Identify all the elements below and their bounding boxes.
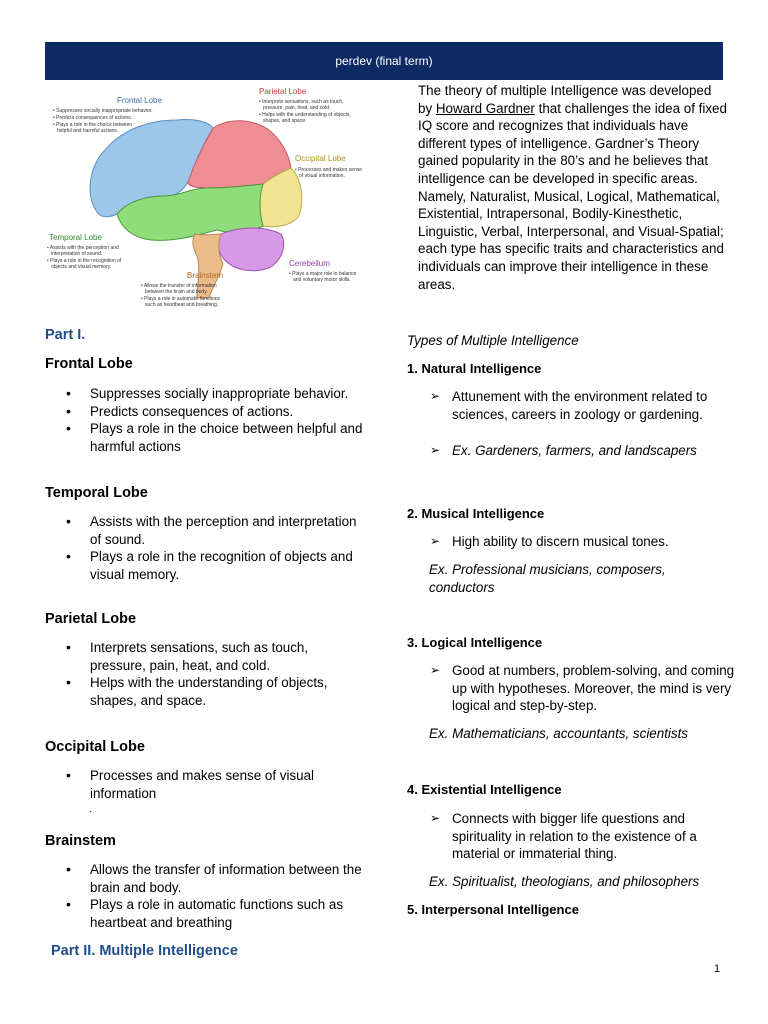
svg-text:• Helps with the understanding: • Helps with the understanding of objects, [259,112,351,118]
svg-text:• Plays a role in automatic fu: • Plays a role in automatic functions [141,296,221,302]
svg-text:between the brain and body.: between the brain and body. [145,289,208,295]
svg-text:objects and visual memory.: objects and visual memory. [51,264,112,270]
intro-text-rest: that challenges the idea of fixed IQ score and recognizes that individuals have different types of intelligence. Gardner’s Theory gained popularity in the 80’s and he believes that intelligence can be developed in specific areas. Namely, Naturalist, Musical, Logical, Mathematical, Existential, Intrapersonal, Bodily-Kinesthetic, Linguistic, Verbal, Interpersonal, and Visual-Spatial; each type has specific traits and characteristics and individuals can improve their intelligence in these areas. [418,100,727,292]
svg-text:• Plays a role in the choice b: • Plays a role in the choice between [53,122,133,128]
parietal-label: Parietal Lobe [259,87,307,96]
existential-intelligence-heading: 4. Existential Intelligence [407,782,562,797]
svg-text:• Allows the transfer of infor: • Allows the transfer of information [141,283,217,289]
cerebellum-region [218,228,283,271]
temporal-lobe-list [45,513,365,583]
svg-text:shapes, and space.: shapes, and space. [263,118,307,124]
occipital-label: Occipital Lobe [295,154,346,163]
logical-point: ➢ Good at numbers, problem-solving, and coming up with hypotheses. Moreover, the mind is very logical and step-by-step. [430,663,735,714]
musical-intelligence-heading: 2. Musical Intelligence [407,506,545,521]
brain-diagram [45,84,370,316]
natural-example: ➢ Ex. Gardeners, farmers, and landscapers [430,443,697,458]
brainstem-label: Brainstem [187,271,224,280]
logical-intelligence-heading: 3. Logical Intelligence [407,635,543,650]
svg-text:• Predicts consequences of act: • Predicts consequences of actions. [53,115,133,121]
list-item: • Plays a role in automatic functions such as heartbeat and breathing [45,896,365,931]
brainstem-list [45,861,365,931]
svg-text:• Suppresses socially inapprop: • Suppresses socially inappropriate behavior. [53,108,153,114]
part2-heading: Part II. Multiple Intelligence [51,943,238,959]
part1-heading: Part I. [45,327,86,343]
frontal-lobe-list [45,385,365,455]
parietal-lobe-heading: Parietal Lobe [45,611,137,627]
list-item: • Processes and makes sense of visual information [45,767,365,802]
list-item: • Allows the transfer of information between the brain and body. [45,861,365,896]
cerebellum-label: Cerebellum [289,259,330,268]
header-title: perdev (final term) [335,54,433,68]
arrow-bullet-icon: ➢ [430,534,441,548]
list-item: • Helps with the understanding of objects, shapes, and space. [45,674,365,709]
arrow-bullet-icon: ➢ [430,389,441,403]
document-header [45,42,723,80]
arrow-bullet-icon: ➢ [430,663,441,677]
svg-text:such as heartbeat and breathin: such as heartbeat and breathing. [145,302,219,308]
temporal-lobe-heading: Temporal Lobe [45,485,148,501]
list-item: • Plays a role in the recognition of objects and visual memory. [45,548,365,583]
howard-gardner-link[interactable]: Howard Gardner [435,100,535,116]
stray-period: . [89,804,92,815]
musical-point: ➢ High ability to discern musical tones. [430,534,669,549]
svg-text:• Processes and makes sense: • Processes and makes sense [295,167,363,173]
svg-text:• Interprets sensations, such: • Interprets sensations, such as touch, [259,99,344,105]
intro-paragraph [418,82,728,293]
occipital-lobe-heading: Occipital Lobe [45,739,145,755]
brainstem-heading: Brainstem [45,833,116,849]
svg-text:interpretation of sound.: interpretation of sound. [51,251,103,257]
list-item: • Plays a role in the choice between helpful and harmful actions [45,420,365,455]
list-item: • Interprets sensations, such as touch, pressure, pain, heat, and cold. [45,639,365,674]
list-item: • Suppresses socially inappropriate behavior. [45,385,365,403]
existential-point: ➢ Connects with bigger life questions and spirituality in relation to the existence of a material or immaterial thing. [430,811,697,862]
arrow-bullet-icon: ➢ [430,811,441,825]
interpersonal-intelligence-heading: 5. Interpersonal Intelligence [407,902,579,917]
arrow-bullet-icon: ➢ [430,443,441,457]
frontal-lobe-heading: Frontal Lobe [45,356,133,372]
svg-text:of visual information.: of visual information. [299,173,345,179]
existential-example: Ex. Spiritualist, theologians, and philosophers [429,874,700,889]
natural-point: ➢ Attunement with the environment related to sciences, careers in zoology or gardening. [430,389,708,422]
svg-text:and voluntary motor skills.: and voluntary motor skills. [293,277,351,283]
svg-text:helpful and harmful actions.: helpful and harmful actions. [57,128,119,134]
musical-example: Ex. Professional musicians, composers, conductors [429,562,666,595]
svg-text:• Plays a major role in balanc: • Plays a major role in balance [289,271,357,277]
parietal-lobe-list [45,639,365,709]
svg-text:• Assists with the perception: • Assists with the perception and [47,245,119,251]
occipital-lobe-list [45,767,365,802]
logical-example: Ex. Mathematicians, accountants, scientists [429,726,688,741]
intro-text-start: The theory of multiple Intelligence was developed by [418,83,712,116]
svg-text:• Plays a role in the recognit: • Plays a role in the recognition of [47,258,122,264]
temporal-label: Temporal Lobe [49,233,102,242]
list-item: • Predicts consequences of actions. [45,403,365,421]
natural-intelligence-heading: 1. Natural Intelligence [407,361,542,376]
svg-text:pressure, pain, heat, and cold: pressure, pain, heat, and cold. [263,105,331,111]
frontal-label: Frontal Lobe [117,96,162,105]
types-heading: Types of Multiple Intelligence [407,333,579,348]
list-item: • Assists with the perception and interpretation of sound. [45,513,365,548]
page-number: 1 [714,963,721,975]
